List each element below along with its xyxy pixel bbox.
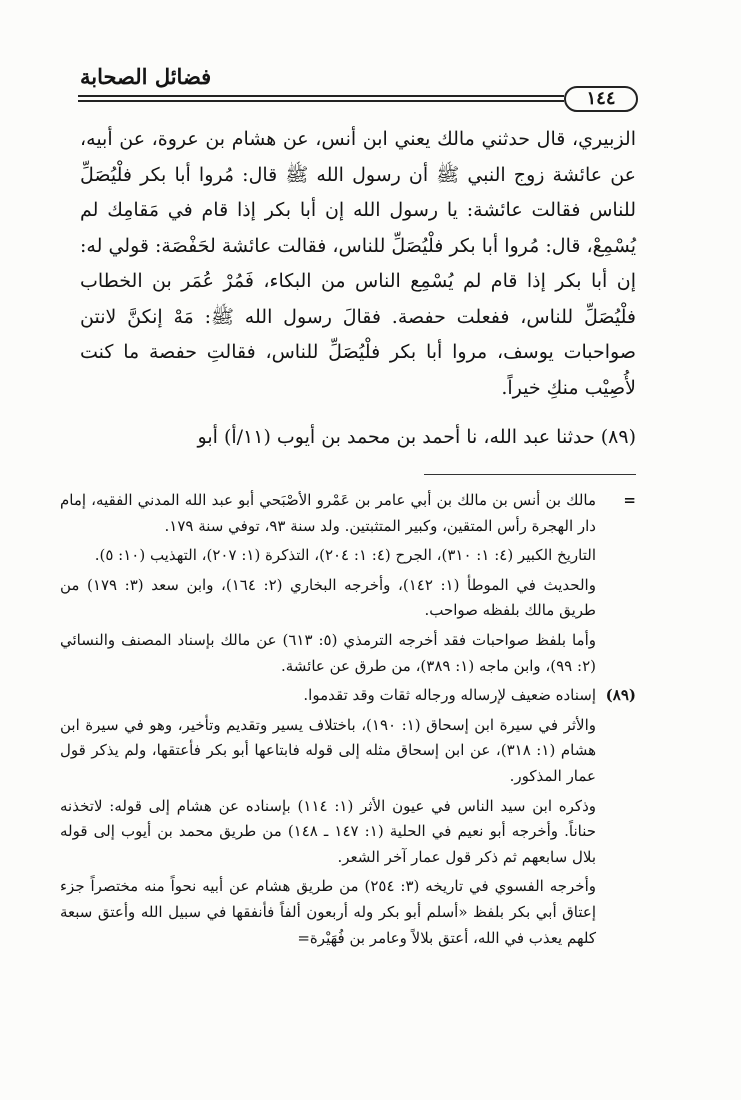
page-number: ١٤٤ bbox=[564, 86, 638, 112]
hadith-89-opening: (٨٩) حدثنا عبد الله، نا أحمد بن محمد بن أيوب (١١/أ) أبو bbox=[197, 426, 636, 448]
footnote bbox=[60, 713, 636, 790]
footnote-marker: = bbox=[623, 491, 636, 509]
footnote-text: وذكره ابن سيد الناس في عيون الأثر (١: ١١٤) بإسناده عن هشام إلى قوله: لاتخذنه حناناً. وأخرجه أبو نعيم في الحلية (١: ١٤٧ ـ ١٤٨) من طريق محمد بن أيوب إلى قوله بلال سابعهم ثم ذكر قول عمار آخر الشعر. bbox=[60, 796, 596, 866]
footnote bbox=[60, 628, 636, 679]
footnote-text: والحديث في الموطأ (١: ١٤٢)، وأخرجه البخاري (٢: ١٦٤)، وابن سعد (٣: ١٧٩) من طريق مالك بلفظه صواحب. bbox=[60, 575, 596, 620]
footnote bbox=[60, 488, 636, 539]
main-paragraph: الزبيري، قال حدثني مالك يعني ابن أنس، عن هشام بن عروة، عن أبيه، عن عائشة زوج النبي ﷺ أن رسول الله ﷺ قال: مُروا أبا بكر فلْيُصَلِّ للناس فقالت عائشة: يا رسول الله إن أبا بكر إذا قام في مَقامِك لم يُسْمِعْ، قال: مُروا أبا بكر فلْيُصَلِّ للناس، فقالت عائشة لحَفْصَة: قولي له: إن أبا بكر إذا قام لم يُسْمِع الناس من البكاء، فَمُرْ عُمَر بن الخطاب فلْيُصَلِّ للناس، ففعلت حفصة. فقالَ رسول الله ﷺ: مَهْ إنكنَّ لانتن صواحبات يوسف، مروا أبا بكر فلْيُصَلِّ للناس، فقالتِ حفصة ما كنت لأُصِيْب منكِ خيراً. bbox=[80, 128, 637, 399]
footnote-text: وأخرجه الفسوي في تاريخه (٣: ٢٥٤) من طريق هشام عن أبيه نحواً منه مختصراً جزء إعتاق أبي بكر بلفظ «أسلم أبو بكر وله أربعون ألفاً فأنفقها في سبيل الله وأعتق سبعة كلهم يعذب في الله، أعتق بلالاً وعامر بن فُهَيْرة= bbox=[60, 877, 596, 947]
footnote-marker: (٨٩) bbox=[605, 686, 636, 705]
footnotes bbox=[60, 488, 636, 955]
footnote-text: التاريخ الكبير (٤: ١: ٣١٠)، الجرح (٤: ١: ٢٠٤)، التذكرة (١: ٢٠٧)، التهذيب (١٠: ٥). bbox=[94, 546, 596, 565]
footnote-text: وأما بلفظ صواحبات فقد أخرجه الترمذي (٥: ٦١٣) عن مالك بإسناد المصنف والنسائي (٢: ٩٩)، وابن ماجه (١: ٣٨٩)، من طرق عن عائشة. bbox=[60, 630, 596, 675]
footnote-divider bbox=[424, 474, 636, 475]
footnote bbox=[60, 683, 636, 709]
footnote bbox=[60, 794, 636, 871]
footnote bbox=[60, 543, 636, 569]
footnote-text: إسناده ضعيف لإرساله ورجاله ثقات وقد تقدموا. bbox=[303, 686, 596, 705]
main-text bbox=[80, 122, 636, 456]
footnote bbox=[60, 874, 636, 951]
header-rule bbox=[78, 100, 564, 102]
footnote-text: والأثر في سيرة ابن إسحاق (١: ١٩٠)، باختلاف يسير وتقديم وتأخير، وهو في سيرة ابن هشام (١: ٣١٨)، عن ابن إسحاق مثله إلى قوله فابتاعها أبو بكر فأعتقها، ولم يذكر قول عمار المذكور. bbox=[60, 715, 597, 785]
footnote-text: مالك بن أنس بن مالك بن أبي عامر بن عَمْرو الأصْبَحي أبو عبد الله المدني الفقيه، إمام دار الهجرة رأس المتقين، وكبير المتثبتين. ولد سنة ٩٣، توفي سنة ١٧٩. bbox=[60, 491, 596, 535]
footnote bbox=[60, 573, 636, 624]
book-title: فضائل الصحابة bbox=[80, 64, 212, 89]
page-header bbox=[78, 62, 638, 108]
header-rule bbox=[78, 95, 564, 97]
